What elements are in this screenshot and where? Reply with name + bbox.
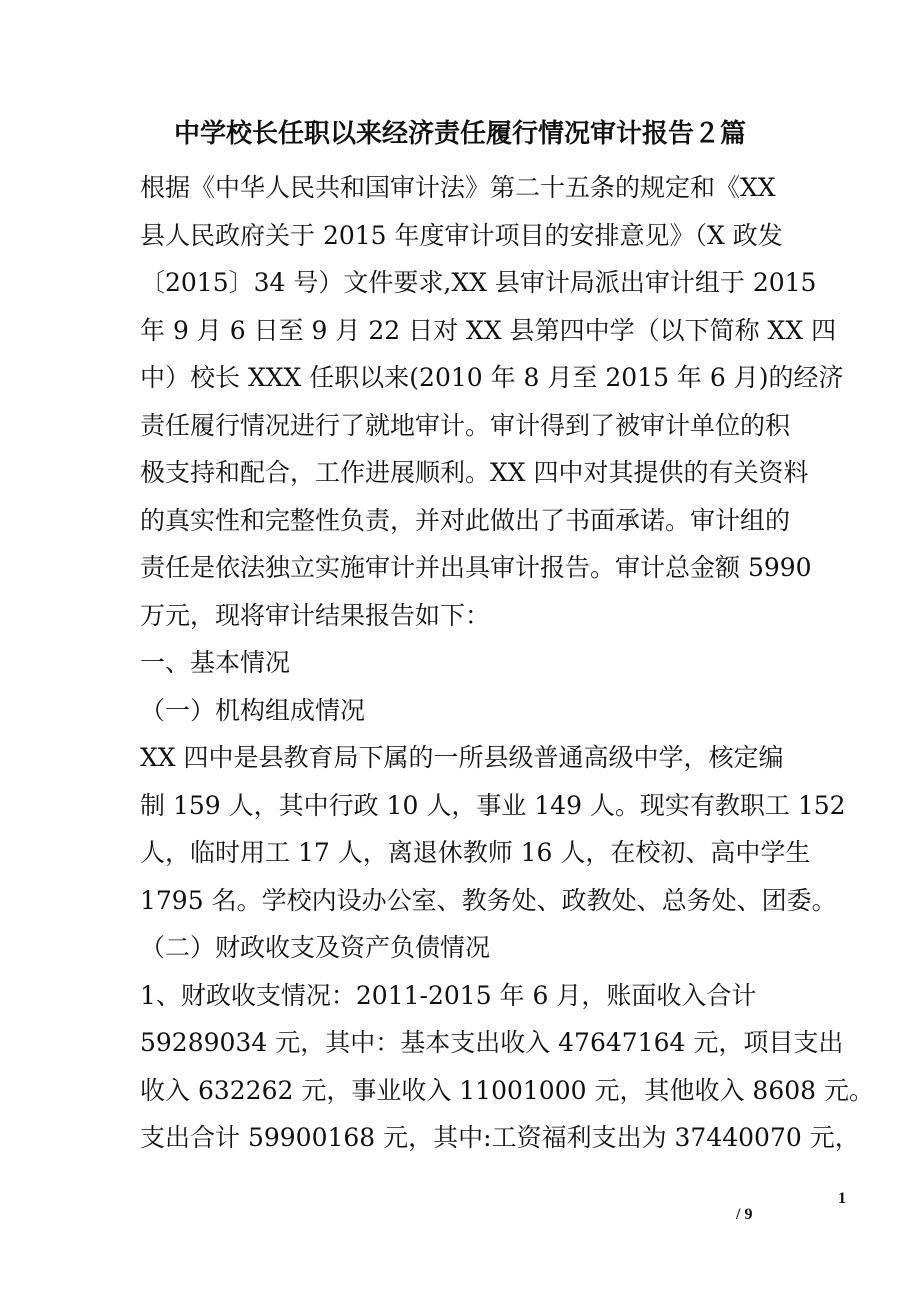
page-total: / 9: [736, 1206, 753, 1223]
body-line: 59289034 元，其中：基本支出收入 47647164 元，项目支出: [140, 1028, 844, 1057]
section-heading: 一、基本情况: [140, 648, 291, 677]
body-line: 县人民政府关于 2015 年度审计项目的安排意见》（X 政发: [140, 221, 783, 250]
body-line: 责任是依法独立实施审计并出具审计报告。审计总金额 5990: [140, 553, 812, 582]
body-line: 〔2015〕34 号）文件要求,XX 县审计局派出审计组于 2015: [140, 268, 817, 297]
body-line: 年 9 月 6 日至 9 月 22 日对 XX 县第四中学（以下简称 XX 四: [140, 316, 837, 345]
page-number: 1: [838, 1190, 846, 1207]
body-line: 极支持和配合，工作进展顺利。XX 四中对其提供的有关资料: [140, 458, 809, 487]
body-line: 1795 名。学校内设办公室、教务处、政教处、总务处、团委。: [140, 886, 837, 915]
body-line: 责任履行情况进行了就地审计。审计得到了被审计单位的积: [140, 411, 791, 440]
body-line: 制 159 人，其中行政 10 人，事业 149 人。现实有教职工 152: [140, 791, 846, 820]
body-line: XX 四中是县教育局下属的一所县级普通高级中学，核定编: [140, 743, 784, 772]
body-line: 的真实性和完整性负责，并对此做出了书面承诺。审计组的: [140, 506, 791, 535]
body-line: 人，临时用工 17 人，离退休教师 16 人，在校初、高中学生: [140, 838, 811, 867]
body-line: 中）校长 XXX 任职以来(2010 年 8 月至 2015 年 6 月)的经济: [140, 363, 844, 392]
document-title: 中学校长任职以来经济责任履行情况审计报告２篇: [173, 119, 746, 149]
body-line: 万元，现将审计结果报告如下：: [140, 601, 491, 630]
body-line: 1、财政收支情况：2011-2015 年 6 月，账面收入合计: [140, 981, 757, 1010]
body-line: 收入 632262 元，事业收入 11001000 元，其他收入 8608 元。: [140, 1076, 874, 1105]
body-line: 支出合计 59900168 元，其中:工资福利支出为 37440070 元，: [140, 1123, 860, 1152]
subsection-heading: （二）财政收支及资产负债情况: [140, 933, 491, 962]
subsection-heading: （一）机构组成情况: [140, 696, 366, 725]
body-line: 根据《中华人民共和国审计法》第二十五条的规定和《XX: [140, 173, 776, 202]
